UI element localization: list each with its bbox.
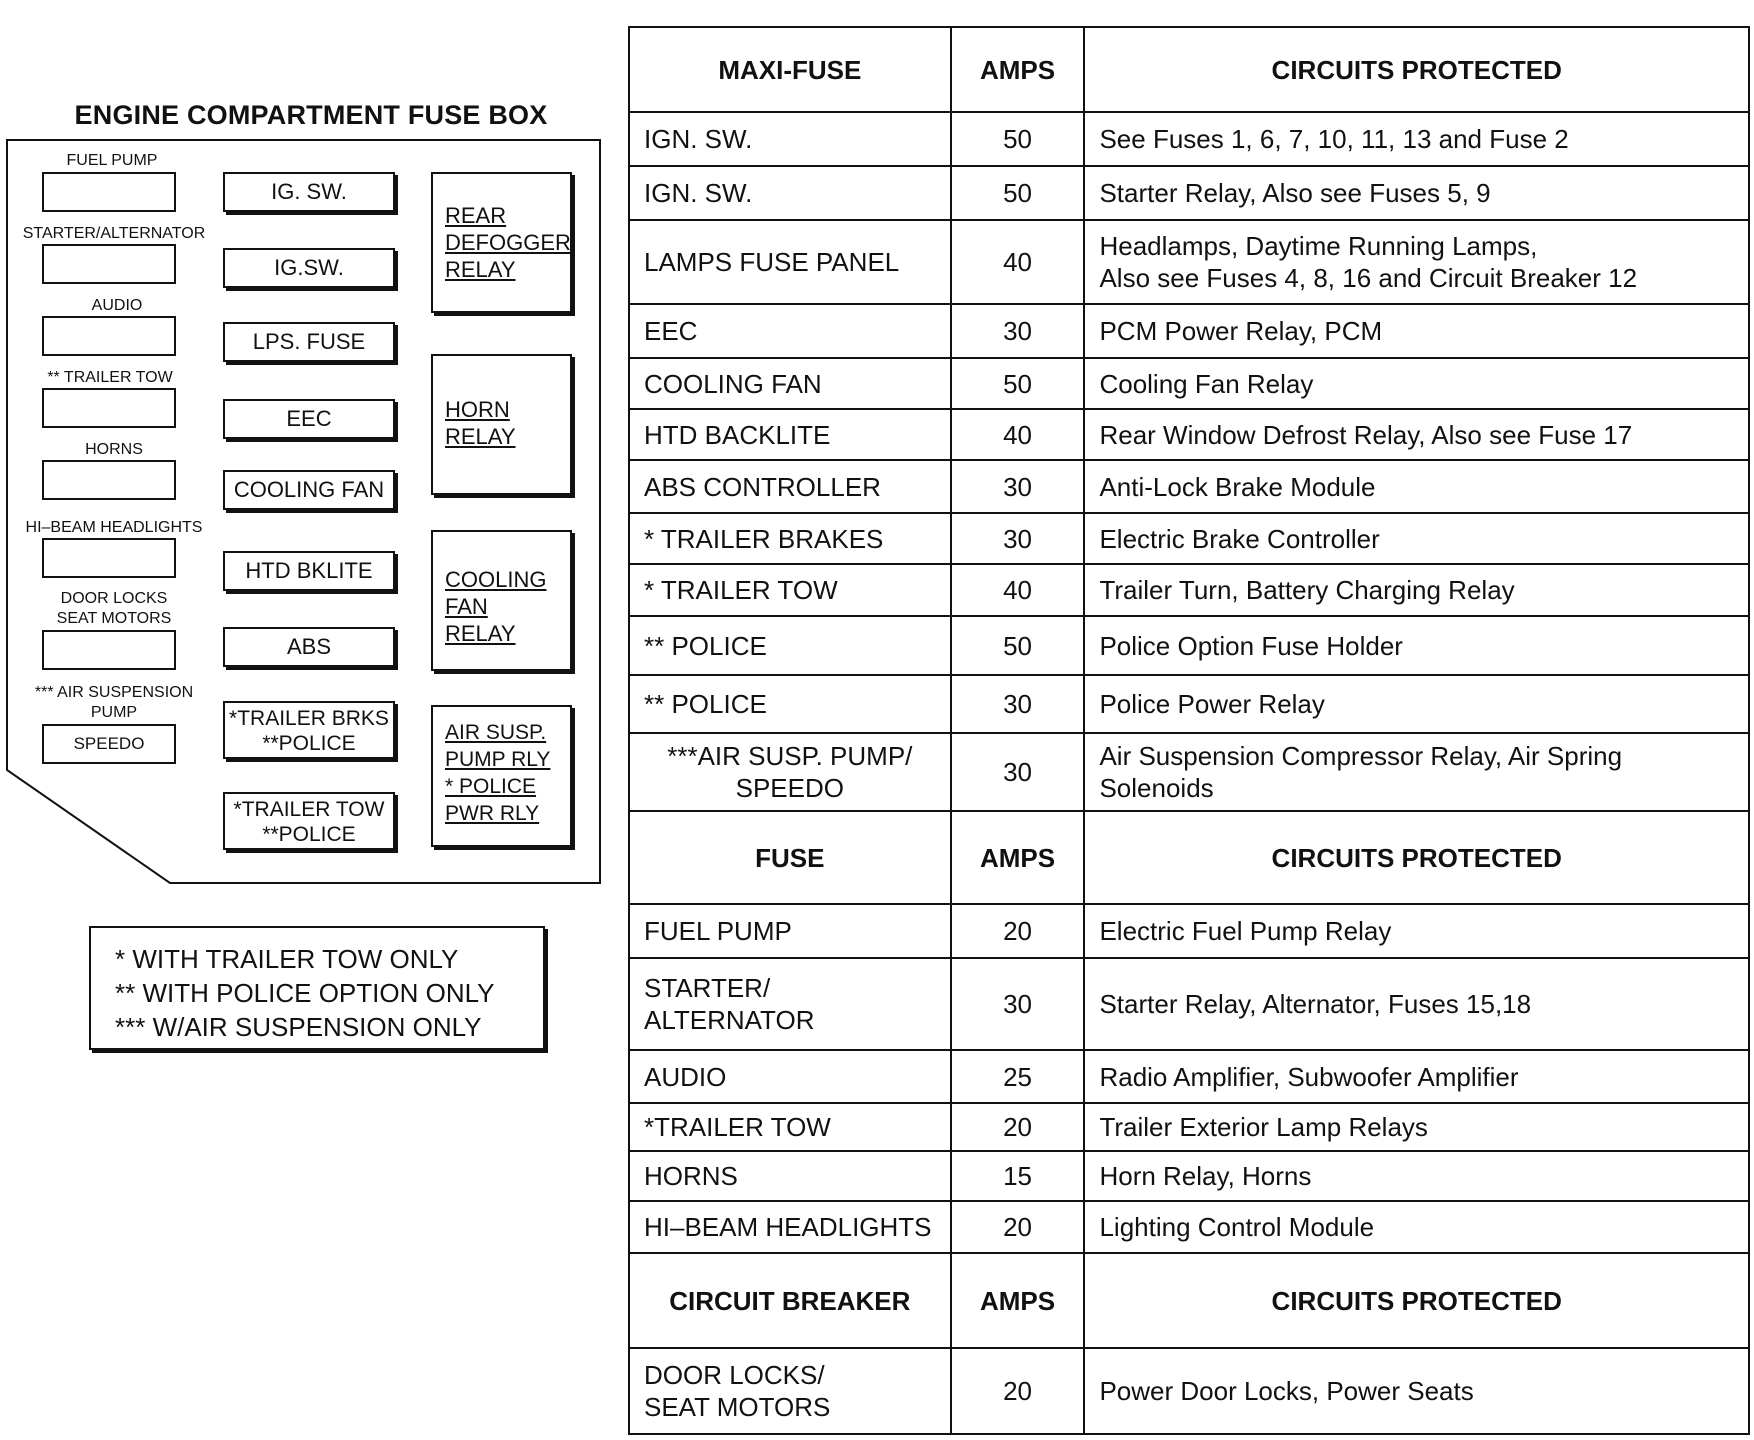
slot-label-audio: AUDIO	[91, 297, 143, 314]
header-maxi-fuse: MAXI-FUSE	[629, 27, 951, 112]
cell-name: FUEL PUMP	[629, 904, 951, 958]
diagram-title: ENGINE COMPARTMENT FUSE BOX	[74, 100, 548, 130]
table-row	[629, 513, 1749, 564]
table-row	[629, 1348, 1749, 1434]
cell-circuits	[1084, 220, 1749, 304]
cell-name: HTD BACKLITE	[629, 409, 951, 460]
table-row	[629, 460, 1749, 513]
slot-label-door-locks: DOOR LOCKS	[60, 590, 168, 607]
cell-amps: 20	[951, 1103, 1085, 1151]
relay-rear-defogger	[431, 172, 572, 313]
relay-air-susp-line4: PWR RLY	[445, 802, 540, 825]
cell-name: HORNS	[629, 1151, 951, 1201]
relay-horn-line2: RELAY	[445, 424, 516, 449]
slot-door-locks	[42, 630, 176, 670]
mid-fuse-lps-fuse: LPS. FUSE	[223, 322, 395, 362]
cell-amps: 40	[951, 564, 1085, 616]
relay-cooling-fan-line2: FAN	[445, 594, 488, 619]
cell-name	[629, 1348, 951, 1434]
cell-circuits: PCM Power Relay, PCM	[1084, 304, 1749, 358]
legend-box	[89, 926, 545, 1050]
table-row	[629, 675, 1749, 733]
mid-fuse-cooling-fan: COOLING FAN	[223, 470, 395, 510]
slot-label-horns: HORNS	[85, 441, 143, 458]
slot-trailer-tow	[42, 388, 176, 428]
table-row	[629, 1103, 1749, 1151]
slot-label-hi-beam: HI–BEAM HEADLIGHTS	[25, 519, 203, 536]
header-circuits-protected: CIRCUITS PROTECTED	[1084, 1253, 1749, 1348]
table-row	[629, 220, 1749, 304]
cell-name-line2: SPEEDO	[735, 773, 844, 803]
relay-cooling-fan-line3: RELAY	[445, 621, 516, 646]
cell-circuits-line1: Air Suspension Compressor Relay, Air Spring	[1099, 741, 1623, 771]
slot-fuel-pump	[42, 172, 176, 212]
cell-amps: 30	[951, 675, 1085, 733]
mid-fuse-trailer-brks-line2: **POLICE	[262, 732, 356, 755]
cell-circuits: Trailer Exterior Lamp Relays	[1084, 1103, 1749, 1151]
cell-name: * TRAILER BRAKES	[629, 513, 951, 564]
slot-label-trailer-tow: ** TRAILER TOW	[47, 369, 173, 386]
cell-amps: 15	[951, 1151, 1085, 1201]
slot-label-starter-alternator: STARTER/ALTERNATOR	[22, 225, 206, 242]
cell-circuits: Rear Window Defrost Relay, Also see Fuse 17	[1084, 409, 1749, 460]
legend-line-3: *** W/AIR SUSPENSION ONLY	[115, 1012, 482, 1042]
cell-amps: 30	[951, 513, 1085, 564]
cell-amps: 20	[951, 1201, 1085, 1253]
cell-name: IGN. SW.	[629, 112, 951, 166]
slot-label-fuel-pump: FUEL PUMP	[66, 152, 158, 169]
cell-name: EEC	[629, 304, 951, 358]
mid-fuse-trailer-tow	[223, 792, 395, 850]
table-row	[629, 958, 1749, 1050]
cell-name: ** POLICE	[629, 675, 951, 733]
maxi-fuse-header-row	[629, 27, 1749, 112]
cell-name-line2: ALTERNATOR	[644, 1005, 815, 1035]
fuse-header-row	[629, 811, 1749, 904]
cell-circuits: Cooling Fan Relay	[1084, 358, 1749, 409]
cell-name: ABS CONTROLLER	[629, 460, 951, 513]
relay-air-susp	[431, 705, 572, 847]
cell-circuits: Police Option Fuse Holder	[1084, 616, 1749, 675]
slot-speedo: SPEEDO	[42, 724, 176, 764]
header-amps: AMPS	[951, 811, 1085, 904]
cell-amps: 40	[951, 220, 1085, 304]
relay-cooling-fan-line1: COOLING	[445, 567, 547, 592]
cell-amps: 50	[951, 358, 1085, 409]
table-row	[629, 616, 1749, 675]
cell-name-line1: DOOR LOCKS/	[644, 1360, 825, 1390]
cell-amps: 30	[951, 733, 1085, 811]
table-row	[629, 304, 1749, 358]
mid-fuse-trailer-brks	[223, 701, 395, 759]
cell-name: AUDIO	[629, 1050, 951, 1103]
cell-amps: 40	[951, 409, 1085, 460]
table-row	[629, 166, 1749, 220]
slot-starter-alternator	[42, 244, 176, 284]
relay-air-susp-line2: PUMP RLY	[445, 748, 551, 771]
cell-name: * TRAILER TOW	[629, 564, 951, 616]
relay-horn-line1: HORN	[445, 397, 510, 422]
cell-circuits: Power Door Locks, Power Seats	[1084, 1348, 1749, 1434]
cell-amps: 20	[951, 1348, 1085, 1434]
cell-amps: 20	[951, 904, 1085, 958]
cell-circuits-line2: Solenoids	[1099, 773, 1214, 803]
cell-amps: 50	[951, 166, 1085, 220]
legend-line-2: ** WITH POLICE OPTION ONLY	[115, 978, 495, 1008]
cell-circuits: Police Power Relay	[1084, 675, 1749, 733]
legend-line-1: * WITH TRAILER TOW ONLY	[115, 944, 459, 974]
relay-rear-defogger-line3: RELAY	[445, 257, 516, 282]
cell-name-line1: STARTER/	[644, 973, 771, 1003]
mid-fuse-eec: EEC	[223, 399, 395, 439]
cell-circuits: Starter Relay, Alternator, Fuses 15,18	[1084, 958, 1749, 1050]
cell-amps: 50	[951, 616, 1085, 675]
slot-audio	[42, 316, 176, 356]
header-circuit-breaker: CIRCUIT BREAKER	[629, 1253, 951, 1348]
header-fuse: FUSE	[629, 811, 951, 904]
relay-air-susp-line3: * POLICE	[445, 775, 537, 798]
cell-circuits: Lighting Control Module	[1084, 1201, 1749, 1253]
table-row	[629, 904, 1749, 958]
fuse-table	[628, 26, 1750, 1435]
cell-circuits: Radio Amplifier, Subwoofer Amplifier	[1084, 1050, 1749, 1103]
slot-label-seat-motors: SEAT MOTORS	[56, 610, 172, 627]
table-row	[629, 1151, 1749, 1201]
cell-circuits: Starter Relay, Also see Fuses 5, 9	[1084, 166, 1749, 220]
slot-hi-beam	[42, 538, 176, 578]
cell-name-line2: SEAT MOTORS	[644, 1392, 831, 1422]
mid-fuse-abs: ABS	[223, 627, 395, 667]
mid-fuse-trailer-tow-line2: **POLICE	[262, 823, 356, 846]
relay-cooling-fan	[431, 530, 572, 671]
cell-amps: 25	[951, 1050, 1085, 1103]
cell-circuits: Electric Brake Controller	[1084, 513, 1749, 564]
mid-fuse-ig-sw-2: IG.SW.	[223, 248, 395, 288]
header-circuits-protected: CIRCUITS PROTECTED	[1084, 27, 1749, 112]
cell-name: LAMPS FUSE PANEL	[629, 220, 951, 304]
table-row	[629, 409, 1749, 460]
mid-fuse-trailer-brks-line1: *TRAILER BRKS	[229, 707, 389, 730]
table-row	[629, 733, 1749, 811]
circuit-breaker-header-row	[629, 1253, 1749, 1348]
cell-amps: 30	[951, 460, 1085, 513]
cell-name: HI–BEAM HEADLIGHTS	[629, 1201, 951, 1253]
cell-circuits: Horn Relay, Horns	[1084, 1151, 1749, 1201]
mid-fuse-trailer-tow-line1: *TRAILER TOW	[233, 798, 385, 821]
table-row	[629, 112, 1749, 166]
table-row	[629, 358, 1749, 409]
table-row	[629, 1201, 1749, 1253]
cell-name: ** POLICE	[629, 616, 951, 675]
mid-fuse-htd-bklite: HTD BKLITE	[223, 551, 395, 591]
cell-circuits: Trailer Turn, Battery Charging Relay	[1084, 564, 1749, 616]
cell-name	[629, 958, 951, 1050]
header-amps: AMPS	[951, 1253, 1085, 1348]
relay-rear-defogger-line2: DEFOGGER	[445, 230, 571, 255]
slot-label-pump: PUMP	[90, 704, 138, 721]
relay-horn	[431, 354, 572, 495]
cell-circuits: Electric Fuel Pump Relay	[1084, 904, 1749, 958]
cell-name: IGN. SW.	[629, 166, 951, 220]
cell-name: COOLING FAN	[629, 358, 951, 409]
relay-air-susp-line1: AIR SUSP.	[445, 721, 547, 744]
relay-rear-defogger-line1: REAR	[445, 203, 507, 228]
table-row	[629, 564, 1749, 616]
cell-circuits	[1084, 733, 1749, 811]
cell-circuits-line1: Headlamps, Daytime Running Lamps,	[1099, 231, 1538, 261]
header-circuits-protected: CIRCUITS PROTECTED	[1084, 811, 1749, 904]
cell-name-line1: ***AIR SUSP. PUMP/	[667, 741, 913, 771]
mid-fuse-ig-sw-1: IG. SW.	[223, 172, 395, 212]
slot-label-air-suspension: *** AIR SUSPENSION	[34, 684, 194, 701]
cell-amps: 30	[951, 304, 1085, 358]
cell-amps: 30	[951, 958, 1085, 1050]
table-row	[629, 1050, 1749, 1103]
cell-amps: 50	[951, 112, 1085, 166]
cell-name	[629, 733, 951, 811]
cell-circuits: See Fuses 1, 6, 7, 10, 11, 13 and Fuse 2	[1084, 112, 1749, 166]
cell-circuits: Anti-Lock Brake Module	[1084, 460, 1749, 513]
header-amps: AMPS	[951, 27, 1085, 112]
cell-name: *TRAILER TOW	[629, 1103, 951, 1151]
slot-horns	[42, 460, 176, 500]
cell-circuits-line2: Also see Fuses 4, 8, 16 and Circuit Breaker 12	[1099, 263, 1638, 293]
